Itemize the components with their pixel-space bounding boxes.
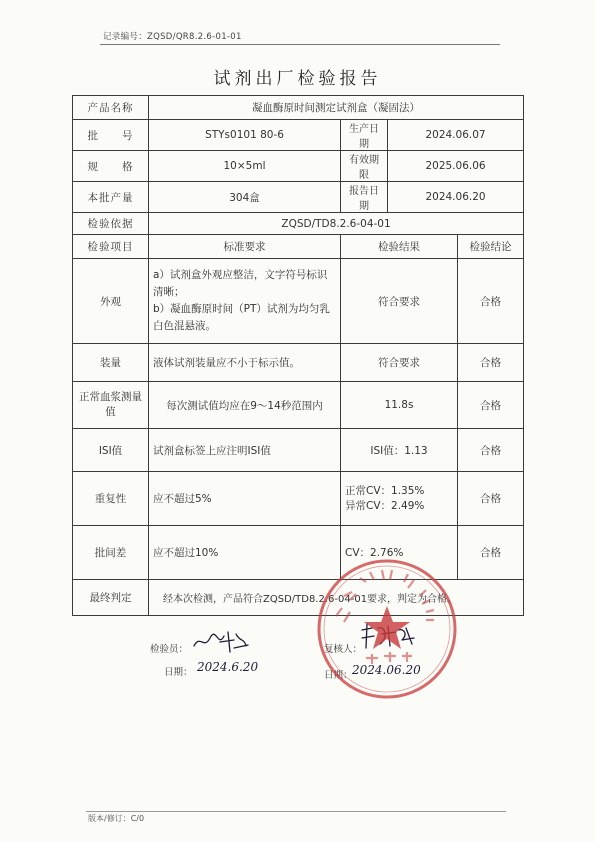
item-fill-volume: 装量 [73,344,149,382]
result-isi: ISI值：1.13 [341,429,458,472]
column-result-header: 检验结果 [341,235,458,259]
reviewer-date: 2024.06.20 [352,663,421,677]
result-appearance: 符合要求 [341,259,458,344]
reviewer-label: 复核人： [324,644,363,655]
table-row [73,429,524,472]
spec-value: 10×5ml [149,151,341,182]
spec-label: 规 格 [73,151,149,182]
inspector-signature [190,628,250,656]
column-conclusion-header: 检验结论 [458,235,524,259]
record-number: 记录编号：ZQSD/QR8.2.6-01-01 [103,32,242,42]
quantity-value: 304盒 [149,182,341,213]
version-text: 版本/修订：C/0 [88,814,145,823]
table-row [73,259,524,344]
production-date: 2024.06.07 [388,120,524,151]
item-normal-plasma: 正常血浆测量值 [73,382,149,429]
conclusion-interbatch: 合格 [458,526,524,580]
expiry-label: 有效期限 [341,151,388,182]
table-row [73,344,524,382]
inspector-label: 检验员： [150,644,189,655]
product-name: 凝血酶原时间测定试剂盒（凝固法） [149,96,524,120]
report-date-label: 报告日期 [341,182,388,213]
item-repeatability: 重复性 [73,472,149,526]
requirement-normal-plasma: 每次测试值均应在9～14秒范围内 [149,382,341,429]
report-title: 试剂出厂检验报告 [213,69,382,89]
table-row [73,382,524,429]
reviewer-date-label: 日期： [324,670,353,681]
conclusion-isi: 合格 [458,429,524,472]
production-date-label: 生产日期 [341,120,388,151]
table-row [73,472,524,526]
item-appearance: 外观 [73,259,149,344]
conclusion-appearance: 合格 [458,259,524,344]
result-normal-cv: 正常CV：1.35% [345,484,425,497]
requirement-interbatch: 应不超过10% [149,526,341,580]
footer-divider [86,811,506,812]
basis-value: ZQSD/TD8.2.6-04-01 [149,213,524,235]
item-interbatch: 批间差 [73,526,149,580]
inspector-date-label: 日期： [164,667,193,678]
requirement-isi: 试剂盒标签上应注明ISI值 [149,429,341,472]
report-date: 2024.06.20 [388,182,524,213]
result-interbatch: CV：2.76% [341,526,458,580]
column-item-header: 检验项目 [73,235,149,259]
conclusion-repeatability: 合格 [458,472,524,526]
stamp-star-icon [364,606,410,649]
conclusion-fill-volume: 合格 [458,344,524,382]
final-judgement-text: 经本次检测，产品符合ZQSD/TD8.2.6-04-01要求，判定为合格。 [149,580,524,616]
report-table [72,95,524,616]
result-normal-plasma: 11.8s [341,382,458,429]
result-fill-volume: 符合要求 [341,344,458,382]
result-abnormal-cv: 异常CV：2.49% [345,499,425,512]
result-repeatability [341,472,458,526]
lot-label: 批 号 [73,120,149,151]
conclusion-normal-plasma: 合格 [458,382,524,429]
header-divider [100,44,500,45]
item-isi: ISI值 [73,429,149,472]
requirement-appearance-b: b）凝血酶原时间（PT）试剂为均匀乳白色混悬液。 [153,303,330,332]
requirement-appearance [149,259,341,344]
requirement-appearance-a: a）试剂盒外观应整洁，文字符号标识清晰； [153,269,328,298]
requirement-fill-volume: 液体试剂装量应不小于标示值。 [149,344,341,382]
inspector-date: 2024.6.20 [197,660,259,674]
final-judgement-label: 最终判定 [73,580,149,616]
basis-label: 检验依据 [73,213,149,235]
expiry-value: 2025.06.06 [388,151,524,182]
requirement-repeatability: 应不超过5% [149,472,341,526]
column-requirement-header: 标准要求 [149,235,341,259]
quantity-label: 本批产量 [73,182,149,213]
product-name-label: 产品名称 [73,96,149,120]
lot-value: STYs0101 80-6 [149,120,341,151]
company-seal-stamp [314,556,460,702]
